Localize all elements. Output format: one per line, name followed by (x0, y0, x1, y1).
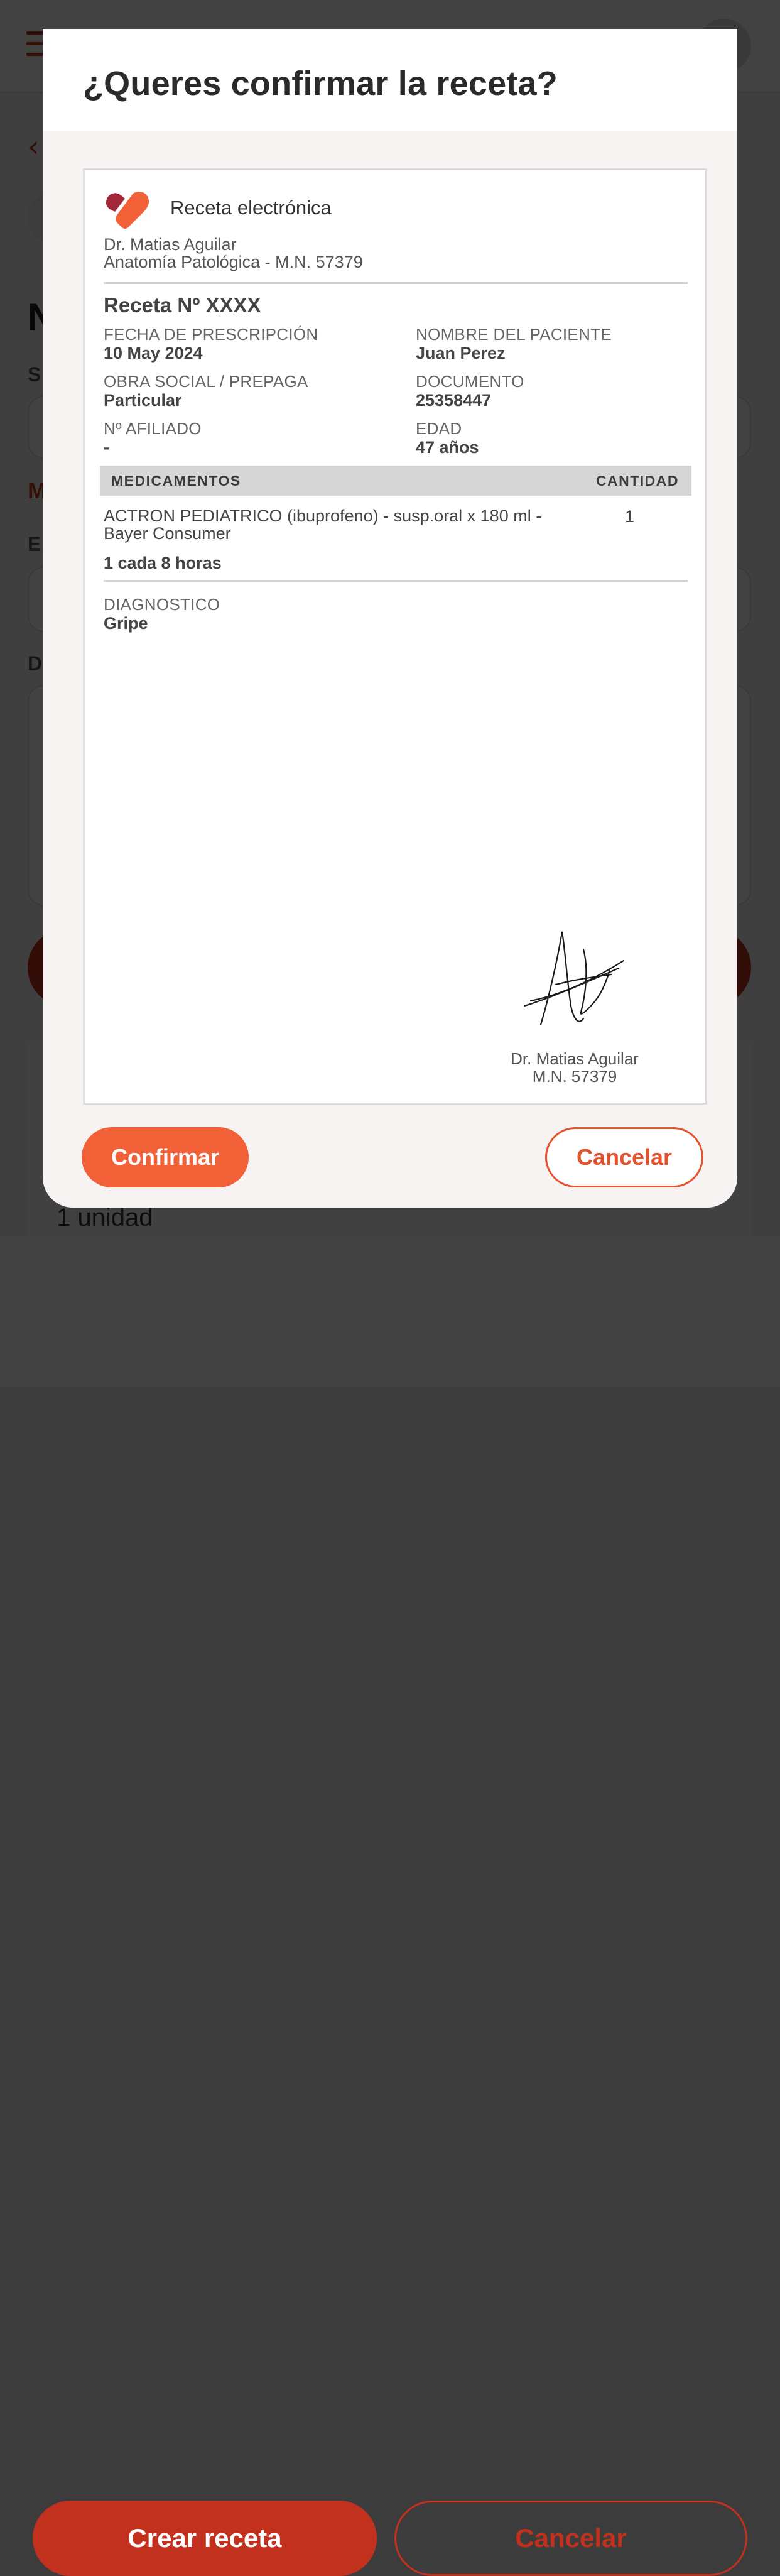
insurance-label: OBRA SOCIAL / PREPAGA (104, 372, 308, 391)
medication-quantity: 1 (625, 507, 635, 526)
medication-name: ACTRON PEDIATRICO (ibuprofeno) - susp.oral x 180 ml - Bayer Consumer (104, 506, 542, 543)
create-prescription-button[interactable]: Crear receta (33, 2501, 377, 2576)
prescription-date: 10 May 2024 (104, 344, 203, 363)
cancel-button[interactable]: Cancelar (545, 1127, 703, 1187)
background-cancel-button[interactable]: Cancelar (394, 2501, 747, 2576)
diagnosis-value: Gripe (104, 614, 148, 633)
doctor-signature (518, 924, 631, 1037)
divider (104, 580, 688, 582)
divider (104, 282, 688, 284)
medication-dose: 1 cada 8 horas (104, 554, 222, 572)
confirm-prescription-modal (43, 29, 737, 1208)
prescription-number: Receta Nº XXXX (104, 293, 261, 317)
diagnosis-label: DIAGNOSTICO (104, 595, 220, 614)
patient-name: Juan Perez (416, 344, 506, 363)
doctor-specialty: Anatomía Patológica - M.N. 57379 (104, 253, 363, 271)
insurance-value: Particular (104, 391, 182, 410)
age-label: EDAD (416, 419, 462, 438)
age-value: 47 años (416, 438, 479, 457)
heart-logo-icon (104, 190, 151, 229)
medications-header: MEDICAMENTOS (111, 472, 241, 489)
document-label: DOCUMENTO (416, 372, 524, 391)
modal-header (43, 29, 737, 131)
confirm-button[interactable]: Confirmar (82, 1127, 249, 1187)
document-value: 25358447 (416, 391, 492, 410)
signature-doctor-name: Dr. Matias Aguilar (511, 1049, 639, 1068)
doctor-name: Dr. Matias Aguilar (104, 235, 237, 254)
prescription-preview (83, 168, 707, 1105)
medications-table-header (100, 466, 691, 496)
affiliate-label: Nº AFILIADO (104, 419, 202, 438)
modal-title: ¿Queres confirmar la receta? (83, 65, 558, 102)
prescription-brand: Receta electrónica (170, 197, 332, 219)
patient-name-label: NOMBRE DEL PACIENTE (416, 325, 612, 344)
signature-license: M.N. 57379 (532, 1067, 617, 1086)
prescription-date-label: FECHA DE PRESCRIPCIÓN (104, 325, 318, 344)
affiliate-value: - (104, 438, 109, 457)
quantity-header: CANTIDAD (595, 472, 679, 489)
